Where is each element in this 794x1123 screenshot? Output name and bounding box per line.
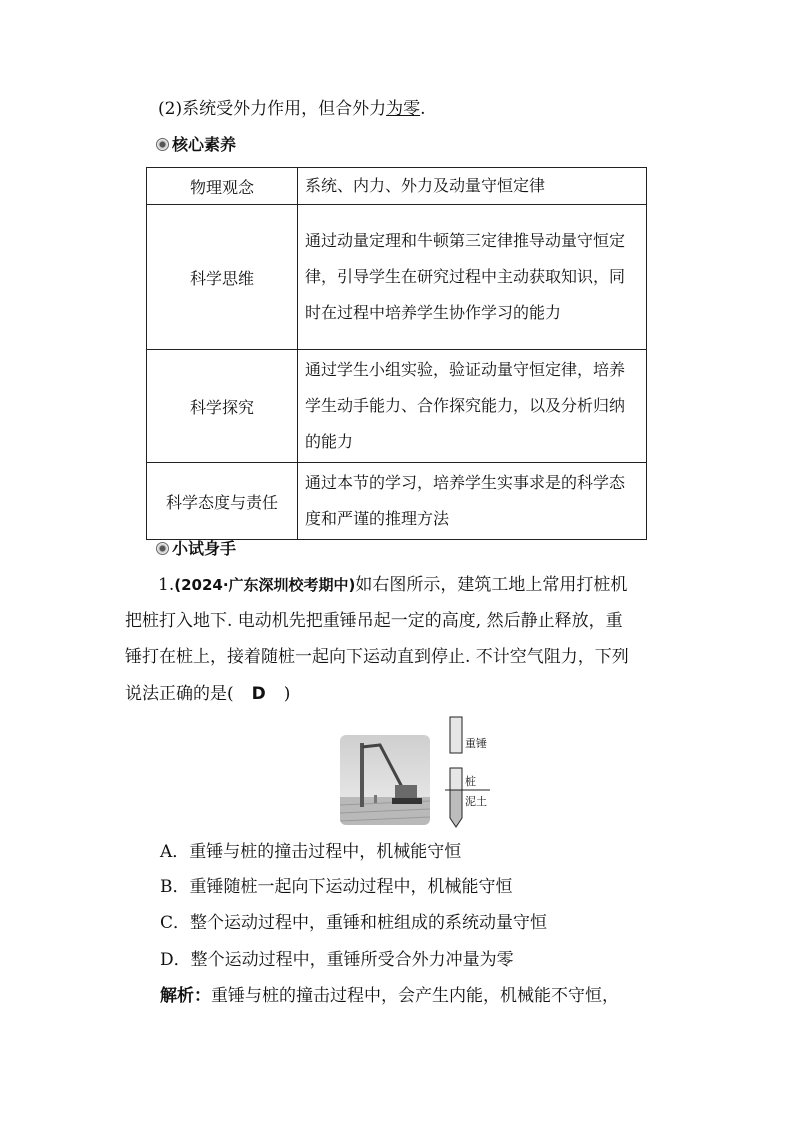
table-key: 科学态度与责任 (147, 463, 298, 540)
table-row (147, 205, 647, 350)
analysis-label: 解析： (160, 986, 211, 1006)
table-value: 通过动量定理和牛顿第三定律推导动量守恒定律，引导学生在研究过程中主动获取知识，同时在过程中培养学生协作学习的能力 (298, 205, 647, 350)
pile-driver-illustration (340, 735, 430, 825)
underlined-text: 为零 (386, 99, 421, 119)
question-line-4: 说法正确的是( D ) (125, 684, 291, 704)
analysis-line: 解析：重锤与桩的撞击过程中，会产生内能，机械能不守恒， (160, 986, 619, 1006)
question-line-2: 把桩打入地下. 电动机先把重锤吊起一定的高度, 然后静止释放，重 (125, 611, 623, 631)
table-row (147, 463, 647, 540)
question-line-3: 锤打在桩上，接着随桩一起向下运动直到停止. 不计空气阻力，下列 (125, 647, 629, 667)
label-soil: 泥土 (465, 795, 487, 808)
question-source: (2024·广东深圳校考期中) (174, 576, 356, 594)
section-try-heading: 小试身手 (156, 538, 236, 560)
hammer-pile-diagram (445, 715, 505, 830)
option-d: D．整个运动过程中，重锤所受合外力冲量为零 (160, 950, 514, 970)
label-hammer: 重锤 (465, 737, 487, 750)
label-pile: 桩 (465, 775, 476, 788)
table-value: 通过本节的学习，培养学生实事求是的科学态度和严谨的推理方法 (298, 463, 647, 540)
table-value: 系统、内力、外力及动量守恒定律 (298, 168, 647, 205)
table-row (147, 168, 647, 205)
section-core-heading: 核心素养 (156, 134, 236, 156)
option-a: A．重锤与桩的撞击过程中，机械能守恒 (160, 842, 462, 862)
option-b: B．重锤随桩一起向下运动过程中，机械能守恒 (160, 877, 513, 897)
answer-letter: D (251, 684, 266, 704)
table-key: 科学思维 (147, 205, 298, 350)
table-key: 科学探究 (147, 350, 298, 463)
bullet-icon (156, 138, 169, 151)
pile-driver-photo (340, 735, 430, 825)
table-row (147, 350, 647, 463)
option-c: C．整个运动过程中，重锤和桩组成的系统动量守恒 (160, 913, 548, 933)
intro-line: (2)系统受外力作用，但合外力为零. (158, 99, 426, 119)
table-key: 物理观念 (147, 168, 298, 205)
table-value: 通过学生小组实验，验证动量守恒定律，培养学生动手能力、合作探究能力，以及分析归纳的能力 (298, 350, 647, 463)
literacy-table (146, 167, 647, 540)
question-line-1: 1.(2024·广东深圳校考期中)如右图所示，建筑工地上常用打桩机 (158, 575, 628, 595)
bullet-icon (156, 542, 169, 555)
